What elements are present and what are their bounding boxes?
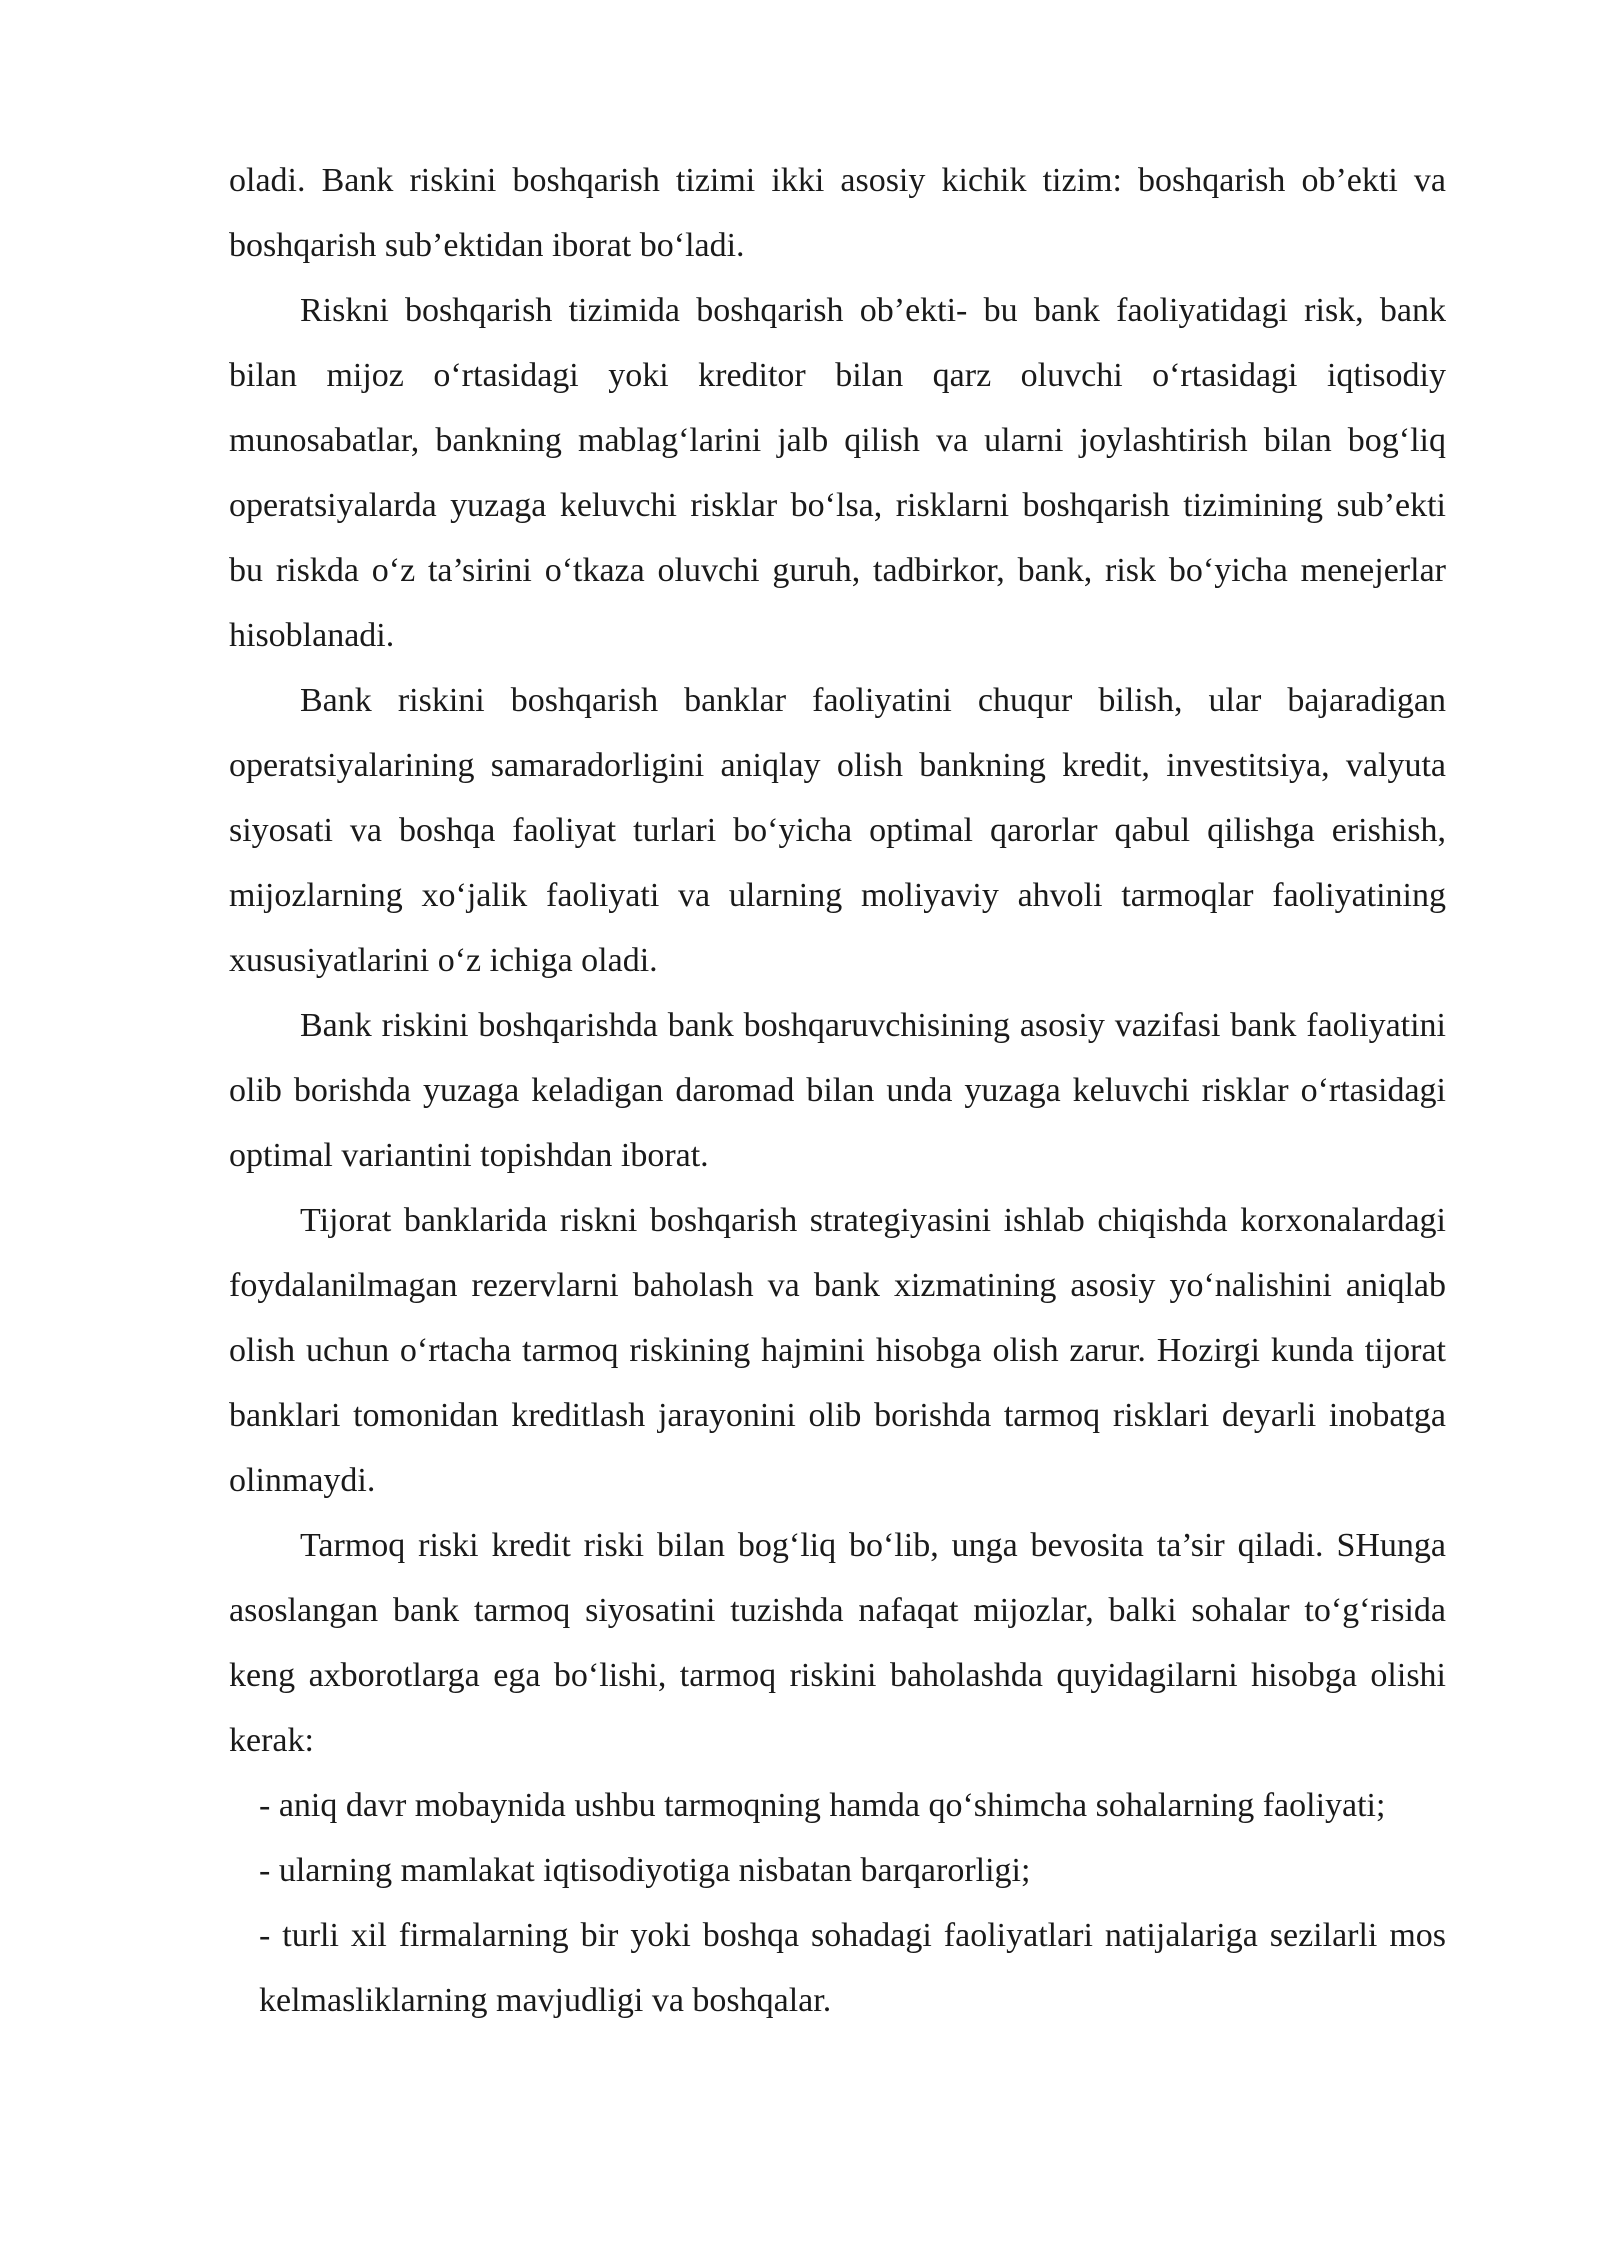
paragraph-continuation: oladi. Bank riskini boshqarish tizimi ikki asosiy kichik tizim: boshqarish ob’ekti va boshqarish sub’ektidan iborat bo‘ladi. (229, 162, 1446, 264)
paragraph-manager-task: Bank riskini boshqarishda bank boshqaruvchisining asosiy vazifasi bank faoliyatini olib borishda yuzaga keladigan daromad bilan unda yuzaga keluvchi risklar o‘rtasidagi optimal variantini topishdan iborat. (229, 1007, 1446, 1174)
factors-list (229, 1773, 1446, 2033)
list-item: - aniq davr mobaynida ushbu tarmoqning hamda qo‘shimcha sohalarning faoliyati; (259, 1787, 1386, 1824)
paragraph-bank-risk-management: Bank riskini boshqarish banklar faoliyatini chuqur bilish, ular bajaradigan operatsiyalarining samaradorligini aniqlay olish bankning kredit, investitsiya, valyuta siyosati va boshqa faoliyat turlari bo‘yicha optimal qarorlar qabul qilishga erishish, mijozlarning xo‘jalik faoliyati va ularning moliyaviy ahvoli tarmoqlar faoliyatining xususiyatlarini o‘z ichiga oladi. (229, 682, 1446, 979)
list-item: - ularning mamlakat iqtisodiyotiga nisbatan barqarorligi; (259, 1852, 1031, 1889)
paragraph-risk-management-object: Riskni boshqarish tizimida boshqarish ob’ekti- bu bank faoliyatidagi risk, bank bilan mijoz o‘rtasidagi yoki kreditor bilan qarz oluvchi o‘rtasidagi iqtisodiy munosabatlar, bankning mablag‘larini jalb qilish va ularni joylashtirish bilan bog‘liq operatsiyalarda yuzaga keluvchi risklar bo‘lsa, risklarni boshqarish tizimining sub’ekti bu riskda o‘z ta’sirini o‘tkaza oluvchi guruh, tadbirkor, bank, risk bo‘yicha menejerlar hisoblanadi. (229, 292, 1446, 654)
document-body (229, 148, 1446, 2033)
paragraph-sector-risk: Tarmoq riski kredit riski bilan bog‘liq bo‘lib, unga bevosita ta’sir qiladi. SHunga asoslangan bank tarmoq siyosatini tuzishda nafaqat mijozlar, balki sohalar to‘g‘risida keng axborotlarga ega bo‘lishi, tarmoq riskini baholashda quyidagilarni hisobga olishi kerak: (229, 1527, 1446, 1759)
list-item: - turli xil firmalarning bir yoki boshqa sohadagi faoliyatlari natijalariga sezilarli mos kelmasliklarning mavjudligi va boshqalar. (259, 1917, 1446, 2019)
paragraph-commercial-banks-strategy: Tijorat banklarida riskni boshqarish strategiyasini ishlab chiqishda korxonalardagi foydalanilmagan rezervlarni baholash va bank xizmatining asosiy yo‘nalishini aniqlab olish uchun o‘rtacha tarmoq riskining hajmini hisobga olish zarur. Hozirgi kunda tijorat banklari tomonidan kreditlash jarayonini olib borishda tarmoq risklari deyarli inobatga olinmaydi. (229, 1202, 1446, 1499)
